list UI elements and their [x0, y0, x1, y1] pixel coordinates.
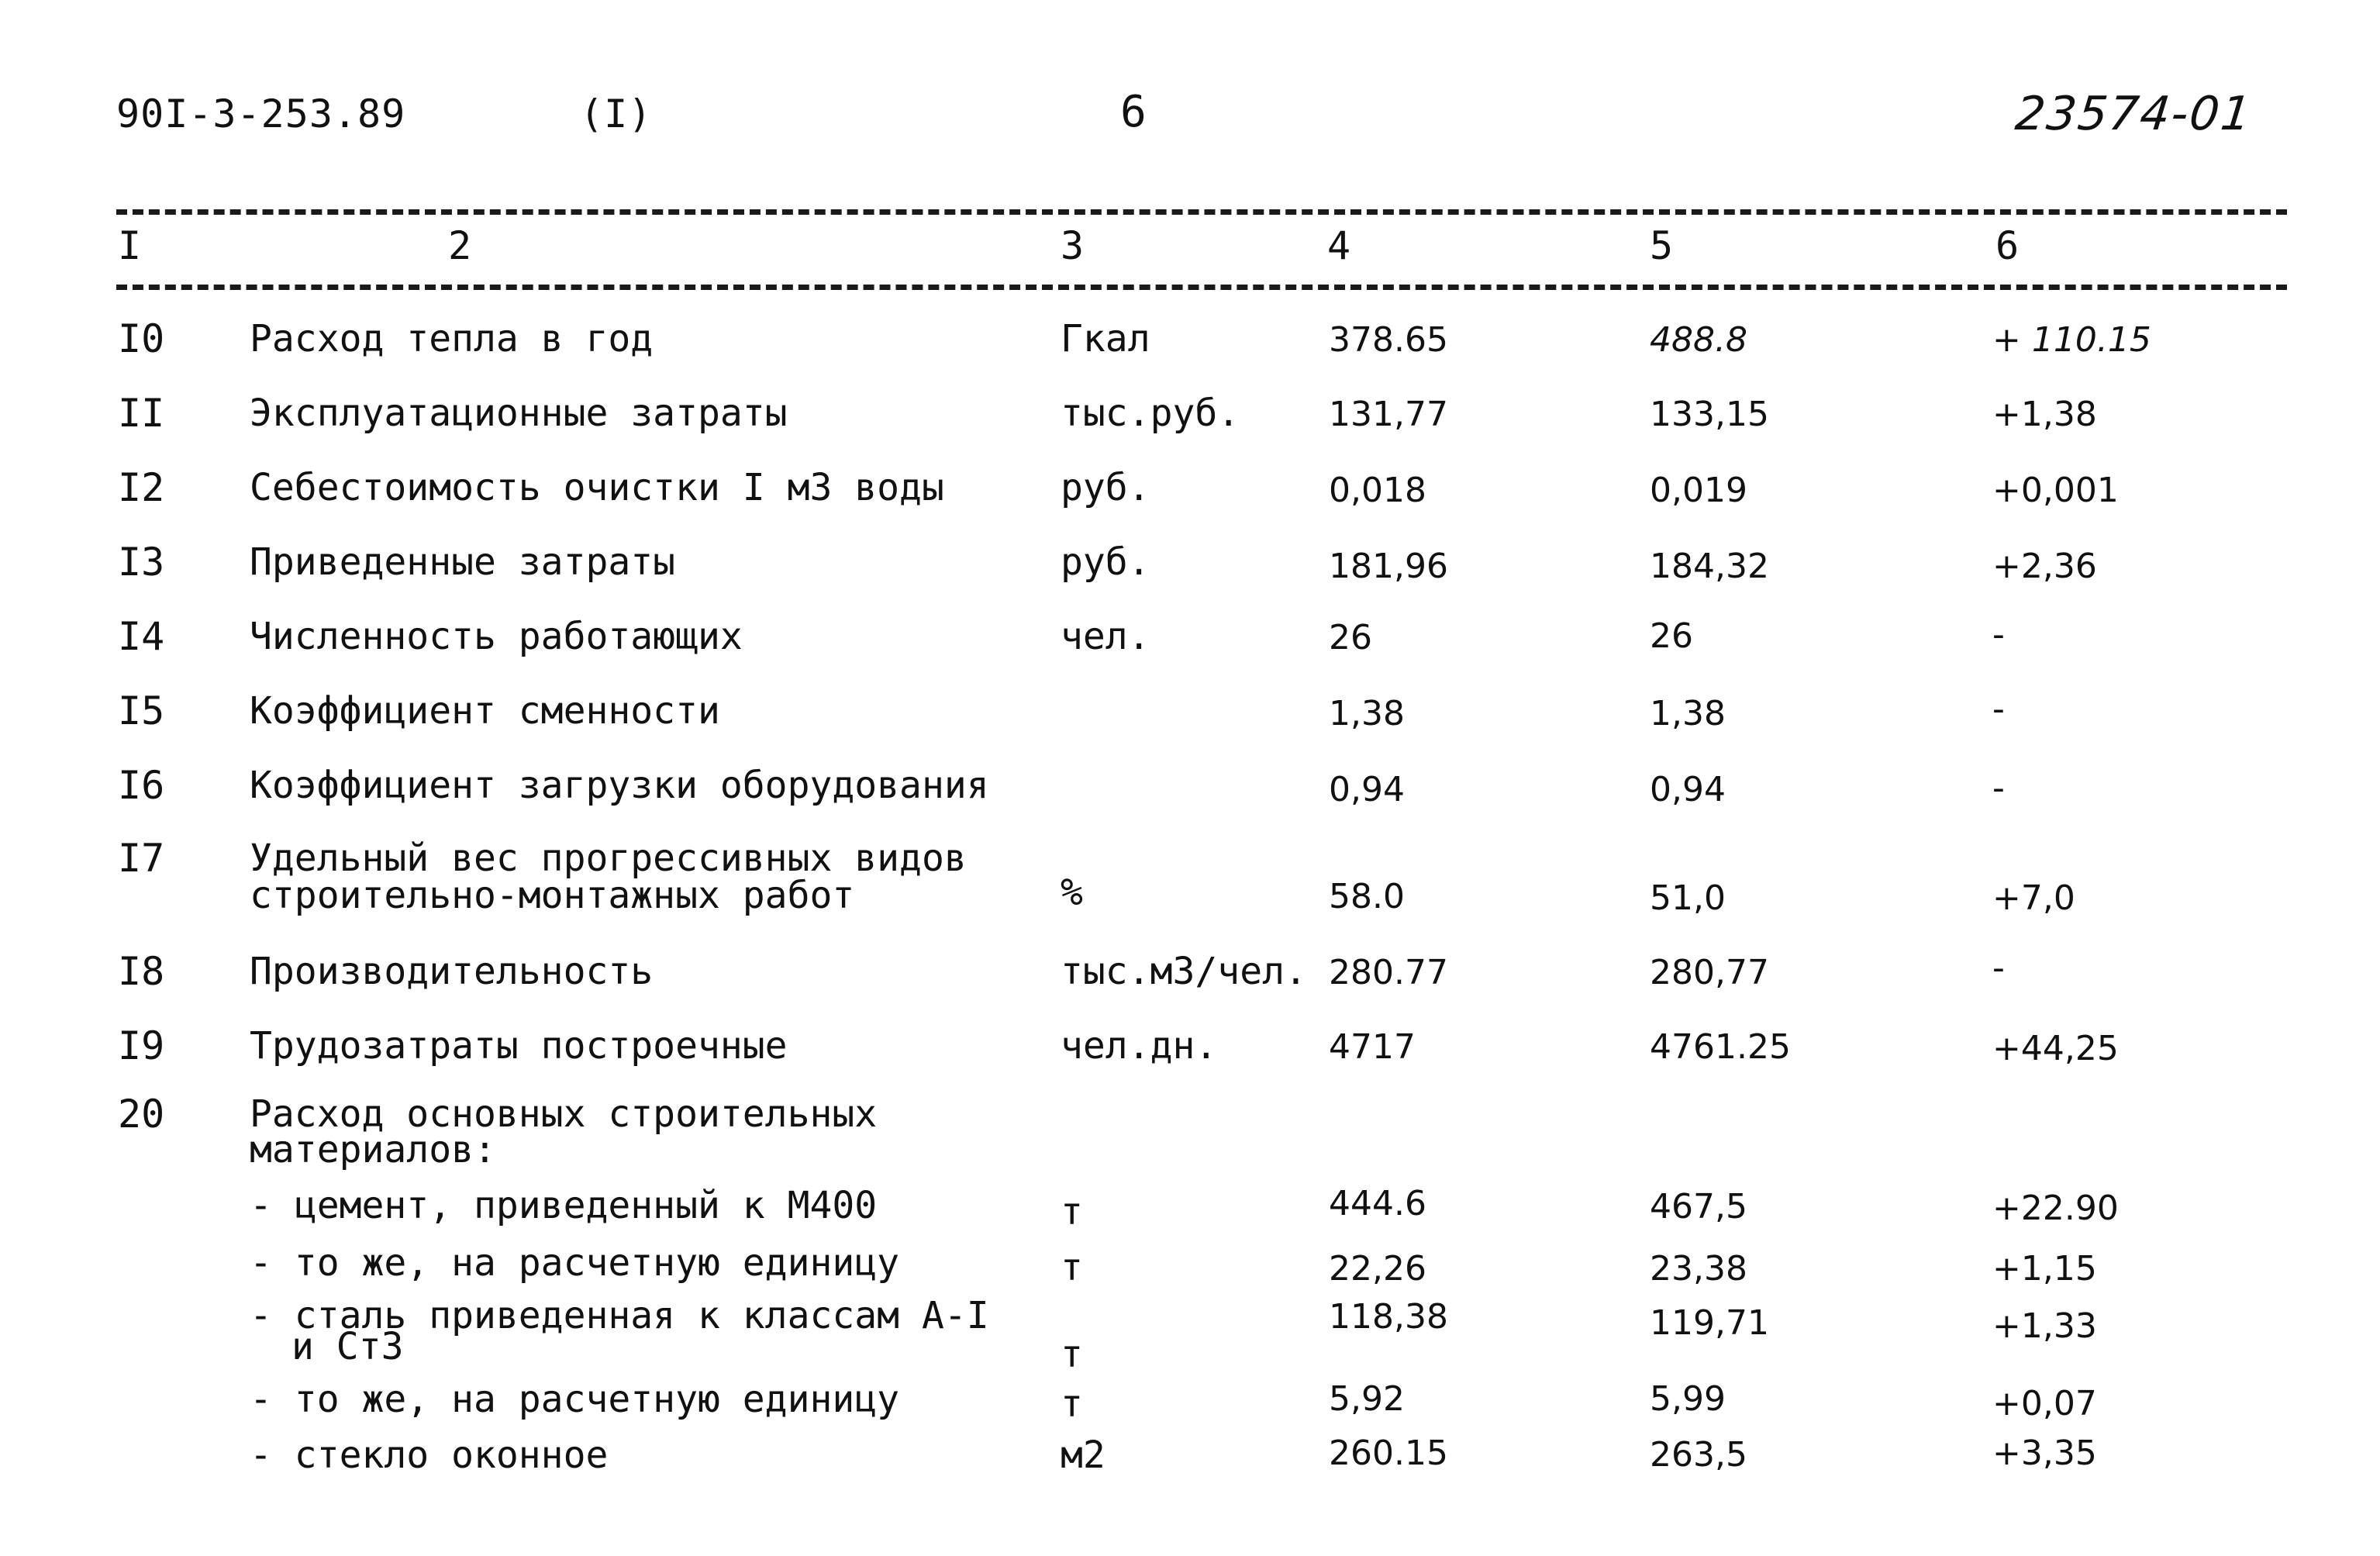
row-value-5: 133,15 — [1650, 395, 1769, 434]
row-unit: чел.дн. — [1061, 1024, 1218, 1068]
row-value-4: 22,26 — [1329, 1249, 1426, 1289]
row-value-6: +0,07 — [1992, 1384, 2097, 1423]
row-value-5: 1,38 — [1650, 694, 1726, 733]
row-unit: м2 — [1061, 1434, 1105, 1477]
row-value-6: +1,33 — [1992, 1306, 2097, 1346]
row-value-6: - — [1992, 615, 2005, 654]
row-value-4: 26 — [1329, 618, 1372, 657]
row-value-4: 260.15 — [1329, 1434, 1448, 1473]
column-number-6: 6 — [1995, 223, 2020, 268]
row-value-5: 0,94 — [1650, 770, 1726, 809]
row-unit: тыс.м3/чел. — [1061, 950, 1307, 993]
row-name: - то же, на расчетную единицу — [250, 1378, 900, 1421]
row-unit: % — [1061, 871, 1083, 914]
table-top-rule — [116, 209, 2287, 215]
row-number: I7 — [118, 836, 165, 881]
row-unit: т — [1061, 1246, 1083, 1289]
row-value-4: 181,96 — [1329, 547, 1448, 586]
row-unit: т — [1061, 1333, 1083, 1376]
row-name-continued: материалов: — [250, 1128, 496, 1171]
row-name: Трудозатраты построечные — [250, 1024, 788, 1068]
row-number: I5 — [118, 688, 165, 733]
row-name: - стекло оконное — [250, 1434, 609, 1477]
row-value-5: 0,019 — [1650, 471, 1747, 510]
row-unit: Гкал — [1061, 317, 1150, 361]
row-number: 20 — [118, 1092, 165, 1137]
table-header-rule — [116, 285, 2287, 290]
row-value-5: 4761.25 — [1650, 1027, 1791, 1067]
row-name-continued: строительно-монтажных работ — [250, 874, 855, 917]
row-value-6: - — [1992, 948, 2005, 988]
row-value-6: +1,15 — [1992, 1249, 2097, 1289]
row-number: I8 — [118, 949, 165, 994]
column-number-1: I — [118, 223, 142, 268]
row-value-4: 131,77 — [1329, 395, 1448, 434]
row-unit: руб. — [1061, 540, 1150, 584]
row-value-6: +1,38 — [1992, 395, 2097, 434]
row-value-5: 280,77 — [1650, 953, 1769, 992]
row-unit: т — [1061, 1382, 1083, 1426]
row-name: Производительность — [250, 950, 654, 993]
row-number: I9 — [118, 1023, 165, 1068]
row-value-5: 51,0 — [1650, 878, 1726, 918]
row-value-4: 444.6 — [1329, 1184, 1426, 1223]
row-number: II — [118, 391, 165, 436]
row-value-4: 378.65 — [1329, 320, 1448, 360]
archive-stamp: 23574-01 — [2013, 87, 2255, 141]
row-value-5: 26 — [1650, 616, 1693, 656]
row-name: Расход тепла в год — [250, 317, 654, 361]
column-number-2: 2 — [448, 223, 472, 268]
row-name: Численность работающих — [250, 615, 743, 658]
row-value-6: +44,25 — [1992, 1029, 2119, 1068]
document-code: 90I-3-253.89 — [116, 91, 406, 136]
row-name: Приведенные затраты — [250, 540, 676, 584]
row-unit: т — [1061, 1190, 1083, 1233]
row-name: - цемент, приведенный к М400 — [250, 1184, 878, 1227]
row-value-5: 23,38 — [1650, 1249, 1747, 1289]
row-name: Удельный вес прогрессивных видов — [250, 837, 967, 880]
row-value-6: - — [1992, 768, 2005, 808]
column-number-5: 5 — [1650, 223, 1674, 268]
row-value-5: 263,5 — [1650, 1435, 1747, 1475]
row-name: Расход основных строительных — [250, 1092, 878, 1136]
row-number: I0 — [118, 316, 165, 361]
row-value-6: - — [1992, 689, 2005, 729]
row-value-4: 0,018 — [1329, 471, 1426, 510]
page-number: 6 — [1120, 87, 1147, 137]
row-value-6: +0,001 — [1992, 471, 2119, 510]
row-name: Себестоимость очистки I м3 воды — [250, 466, 944, 509]
row-value-5: 467,5 — [1650, 1187, 1747, 1227]
row-value-4: 118,38 — [1329, 1297, 1448, 1337]
row-value-6: +7,0 — [1992, 878, 2075, 918]
row-number: I4 — [118, 614, 165, 659]
row-name: - то же, на расчетную единицу — [250, 1241, 900, 1285]
row-name: Эксплуатационные затраты — [250, 392, 788, 435]
row-name: Коэффициент загрузки оборудования — [250, 764, 989, 807]
row-value-5: 5,99 — [1650, 1379, 1726, 1419]
row-number: I3 — [118, 540, 165, 585]
row-unit: чел. — [1061, 615, 1150, 658]
row-value-6: + 110.15 — [1992, 320, 2151, 360]
row-value-5: 119,71 — [1650, 1303, 1769, 1343]
row-value-4: 58.0 — [1329, 877, 1405, 916]
row-number: I2 — [118, 465, 165, 510]
column-number-4: 4 — [1327, 223, 1351, 268]
column-number-3: 3 — [1061, 223, 1085, 268]
row-name: Коэффициент сменности — [250, 689, 720, 733]
row-number: I6 — [118, 763, 165, 808]
row-value-5: 488.8 — [1650, 320, 1747, 360]
row-name-continued: и Ст3 — [291, 1325, 404, 1368]
row-value-5: 184,32 — [1650, 547, 1769, 586]
document-part: (I) — [580, 91, 653, 136]
row-value-4: 0,94 — [1329, 770, 1405, 809]
row-value-6: +2,36 — [1992, 547, 2097, 586]
row-name: - сталь приведенная к классам А-I — [250, 1294, 989, 1337]
row-value-4: 280.77 — [1329, 953, 1448, 992]
row-value-4: 5,92 — [1329, 1379, 1405, 1419]
row-unit: руб. — [1061, 466, 1150, 509]
row-value-4: 4717 — [1329, 1027, 1416, 1067]
row-value-6: +3,35 — [1992, 1434, 2097, 1473]
row-value-6: +22.90 — [1992, 1189, 2119, 1228]
row-value-4: 1,38 — [1329, 694, 1405, 733]
row-unit: тыс.руб. — [1061, 392, 1240, 435]
